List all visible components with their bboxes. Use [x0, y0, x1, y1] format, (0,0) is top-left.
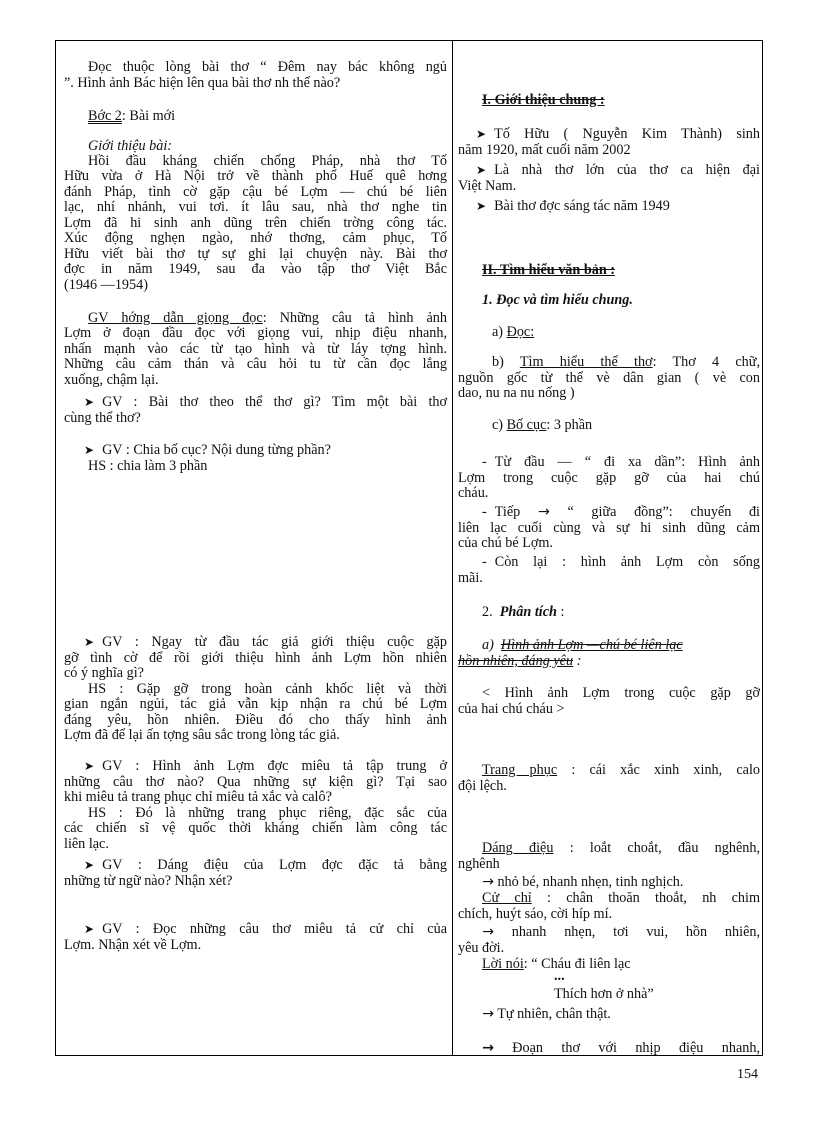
gesture-line: Dáng điệu : loắt choắt, đầu nghênh,	[482, 840, 760, 856]
structure-part-1-line: cháu.	[458, 485, 489, 501]
question-2: ➤ GV : Chia bố cục? Nội dung từng phần?	[84, 442, 331, 458]
arrow-bullet-icon: ➤	[84, 395, 95, 409]
bullet-3: ➤ Bài thơ đợc sáng tác năm 1949	[476, 198, 670, 214]
item-a: a) Đọc:	[492, 324, 535, 340]
question-6: ➤ GV : Đọc những câu thơ miêu tả cử chỉ của	[84, 921, 447, 937]
answer-2-line: gian ngắn ngủi, tác giả vẫn kịp nhận ra chú bé Lợm	[64, 696, 447, 712]
gesture-line-2: nghênh	[458, 856, 500, 872]
arrow-bullet-icon: ➤	[84, 443, 95, 457]
item-b-line: nguồn gốc từ thể vè dân gian ( vè con	[458, 370, 760, 386]
question-4-line: những câu thơ nào? Qua những sự kiện gì? Tại sao	[64, 774, 447, 790]
speech-line: Lời nói: “ Cháu đi liên lạc	[482, 956, 631, 972]
structure-part-1: - Từ đầu — “ đi xa dần”: Hình ảnh	[482, 454, 760, 470]
item-b: b) Tìm hiểu thể thơ: Thơ 4 chữ,	[492, 354, 761, 370]
speech-line-2: Thích hơn ở nhà”	[554, 986, 654, 1002]
action-line-2: chích, huýt sáo, cời híp mí.	[458, 906, 613, 922]
natural-line: → Tự nhiên, chân thật.	[482, 1006, 611, 1022]
structure-part-1-line: Lợm trong cuộc gặp gỡ của hai chú	[458, 470, 760, 486]
arrow-bullet-icon: ➤	[476, 199, 487, 213]
question-5: ➤ GV : Dáng điệu của Lợm đợc đặc tả bằng	[84, 857, 447, 873]
subsection-1: 1. Đọc và tìm hiểu chung.	[482, 292, 633, 308]
reading-guide-line: xuống, chậm lại.	[64, 372, 159, 388]
action-line: Cử chỉ : chân thoăn thoắt, nh chim	[482, 890, 761, 906]
arrow-bullet-icon: ➤	[84, 922, 95, 936]
image-placeholder-line: của hai chú cháu >	[458, 701, 565, 717]
gesture-result: → nhỏ bé, nhanh nhẹn, tinh nghịch.	[482, 874, 684, 890]
question-4-line: khi miêu tả trang phục chỉ miêu tả xắc và calô?	[64, 789, 332, 805]
part-a-title: a) Hình ảnh Lợm —chú bé liên lạc	[482, 637, 683, 653]
answer-3-line: HS : Đó là những trang phục riêng, đặc sắc của	[88, 805, 447, 821]
image-placeholder: < Hình ảnh Lợm trong cuộc gặp gỡ	[482, 685, 760, 701]
right-arrow-icon: →	[537, 504, 550, 520]
costume-line: Trang phục : cái xắc xinh xinh, calo	[482, 762, 760, 778]
page-number: 154	[737, 1067, 758, 1082]
question-3-line: có ý nghĩa gì?	[64, 665, 144, 681]
intro-para-line: Hữu viết bài thơ tự sự ghi lại chuyện này. Bài thơ	[64, 246, 447, 262]
intro-para-line: Lợm đã hi sinh anh dũng trên chiến trờng công tác.	[64, 215, 447, 231]
arrow-bullet-icon: ➤	[476, 163, 487, 177]
arrow-bullet-icon: ➤	[84, 759, 95, 773]
answer-3-line: liên lạc.	[64, 836, 109, 852]
action-result-line: yêu đời.	[458, 940, 505, 956]
step2-text: : Bài mới	[121, 108, 176, 124]
part-a-title-2: hồn nhiên, đáng yêu :	[458, 653, 582, 669]
bullet-1: ➤ Tố Hữu ( Nguyễn Kim Thành) sinh	[476, 126, 760, 142]
question-4: ➤ GV : Hình ảnh Lợm đợc miêu tả tập trung ở	[84, 758, 447, 774]
item-b-line: dao, nu na nu nống )	[458, 385, 575, 401]
answer-2-line: đáng yêu, hồn nhiên. Điều đó cho thấy hình ảnh	[64, 712, 447, 728]
arrow-bullet-icon: ➤	[84, 635, 95, 649]
intro-para-line: Hồi đầu kháng chiến chống Pháp, nhà thơ Tố	[88, 153, 447, 169]
intro-line-1: Đọc thuộc lòng bài thơ “ Đêm nay bác không ngủ	[88, 59, 447, 75]
answer-1: HS : chia làm 3 phần	[88, 458, 208, 474]
step2-heading	[88, 109, 471, 125]
question-1-cont: cùng thể thơ?	[64, 410, 141, 426]
bullet-2-line: Việt Nam.	[458, 178, 517, 194]
reading-guide-label: GV hớng dẫn giọng đọc	[88, 310, 263, 326]
intro-para-line: Xúc động nghẹn ngào, nhớ thơng, cảm phục, Tố	[64, 230, 447, 246]
answer-2-line: HS : Gặp gỡ trong hoàn cảnh khốc liệt và thời	[88, 681, 447, 697]
right-arrow-icon: →	[482, 1006, 494, 1022]
question-3-line: gỡ tình cờ để rồi giới thiệu hình ảnh Lợm hồn nhiên	[64, 650, 447, 666]
reading-guide-text: : Những câu tả hình ảnh	[262, 310, 447, 326]
section-1-heading: I. Giới thiệu chung :	[482, 92, 605, 108]
structure-part-2-line: liên lạc cuối cùng và sự hi sinh dũng cảm	[458, 520, 760, 536]
right-arrow-icon: →	[482, 924, 494, 940]
question-3: ➤ GV : Ngay từ đầu tác giả giới thiệu cuộc gặp	[84, 634, 447, 650]
intro-para-line: (1946 —1954)	[64, 277, 148, 293]
section-2-heading: II. Tìm hiểu văn bản :	[482, 262, 615, 278]
item-c: c) Bố cục: 3 phần	[492, 417, 593, 433]
ellipsis: ...	[554, 968, 565, 984]
structure-part-2: - Tiếp → “ giữa đồng”: chuyến đi	[482, 504, 760, 520]
right-arrow-icon: →	[482, 874, 494, 890]
intro-para-line: đợc in năm 1949, sau đa vào tập thơ Việt Bắc	[64, 261, 447, 277]
question-6-line: Lợm. Nhận xét về Lợm.	[64, 937, 202, 953]
question-5-line: những từ ngữ nào? Nhận xét?	[64, 873, 233, 889]
right-arrow-icon: →	[482, 1040, 494, 1056]
reading-guide-line: Những câu cảm thán và câu hỏi tu từ cần đọc lắng	[64, 356, 447, 372]
intro-para-line: lạc, nhí nhảnh, vui tơi. ít lâu sau, nhà thơ nghe tin	[64, 199, 447, 215]
answer-2-line: Lợm đã để lại ấn tợng sâu sắc trong lòng tác giả.	[64, 727, 340, 743]
intro-line-2: ”. Hình ảnh Bác hiện lên qua bài thơ nh thế nào?	[64, 75, 341, 91]
bullet-2: ➤ Là nhà thơ lớn của thơ ca hiện đại	[476, 162, 760, 178]
last-line: → Đoạn thơ với nhịp điệu nhanh,	[482, 1040, 760, 1056]
arrow-bullet-icon: ➤	[476, 127, 487, 141]
action-result: → nhanh nhẹn, tơi vui, hồn nhiên,	[482, 924, 761, 940]
costume-line-2: đội lệch.	[458, 778, 507, 794]
question-1: ➤ GV : Bài thơ theo thể thơ gì? Tìm một bài thơ	[84, 394, 447, 410]
reading-guide-line: nhấn mạnh vào các từ tạo hình và từ láy tợng hình.	[64, 341, 447, 357]
reading-guide-line: Lợm ở đoạn đầu đọc với giọng vui, nhịp điệu nhanh,	[64, 325, 447, 341]
intro-para-line: đánh Pháp, tình cờ gặp cậu bé Lợm — chú bé liên	[64, 184, 447, 200]
structure-part-2-line: của chú bé Lợm.	[458, 535, 553, 551]
answer-3-line: các chiến sĩ vệ quốc thời kháng chiến làm công tác	[64, 820, 447, 836]
intro-para-line: Hữu vừa ở Hà Nội trở về thành phố Huế quê hơng	[64, 168, 447, 184]
column-divider	[452, 41, 453, 1055]
step2-label: Bớc 2	[88, 108, 122, 124]
bullet-1-line: năm 1920, mất cuối năm 2002	[458, 142, 631, 158]
subsection-2: 2. Phân tích :	[482, 604, 565, 620]
structure-part-3-line: mãi.	[458, 570, 483, 586]
lesson-table	[55, 40, 763, 1056]
arrow-bullet-icon: ➤	[84, 858, 95, 872]
intro-label: Giới thiệu bài:	[88, 138, 173, 154]
structure-part-3: - Còn lại : hình ảnh Lợm còn sống	[482, 554, 760, 570]
